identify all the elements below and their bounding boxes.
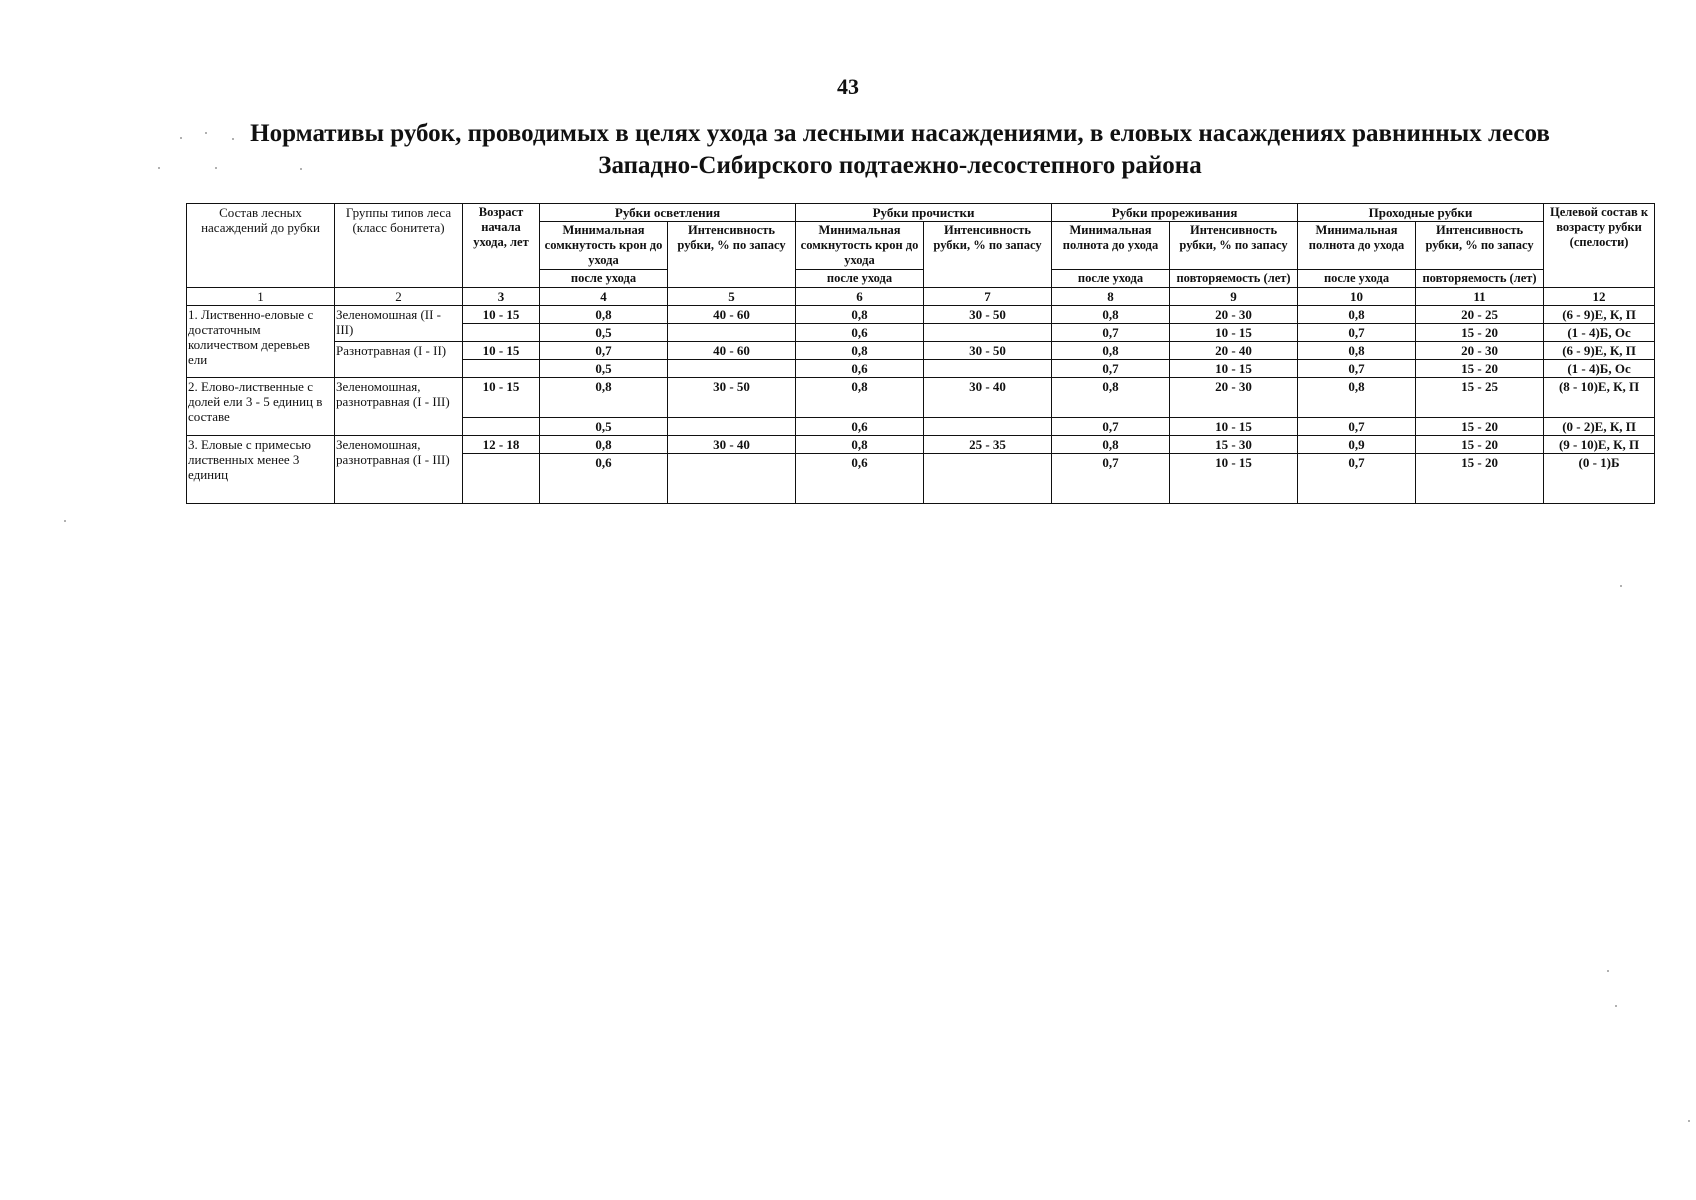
- value-cell: 30 - 50: [924, 306, 1052, 324]
- value-cell: 0,5: [540, 360, 668, 378]
- empty-cell: [924, 418, 1052, 436]
- header-min-canopy-osvetl: Минимальная сомкнутость крон до ухода: [540, 222, 668, 270]
- value-cell: 0,6: [540, 454, 668, 504]
- value-cell: 15 - 20: [1416, 418, 1544, 436]
- header-min-density-prorezh: Минимальная полнота до ухода: [1052, 222, 1170, 270]
- value-cell: 0,7: [1052, 360, 1170, 378]
- header-intensity-osvetl: Интенсивность рубки, % по запасу: [668, 222, 796, 288]
- value-cell: 0,8: [796, 342, 924, 360]
- value-cell: 15 - 25: [1416, 378, 1544, 418]
- header-group-prochistki: Рубки прочистки: [796, 204, 1052, 222]
- column-number: 5: [668, 288, 796, 306]
- value-cell: 15 - 20: [1416, 360, 1544, 378]
- empty-cell: [668, 418, 796, 436]
- value-cell: 20 - 30: [1170, 378, 1298, 418]
- value-cell: 0,7: [1052, 418, 1170, 436]
- table-row: [187, 436, 1655, 454]
- value-cell: 0,8: [1052, 342, 1170, 360]
- document-title: Нормативы рубок, проводимых в целях ухода за лесными насаждениями, в еловых насаждениях равнинных лесов Западно-Сибирского подтаежно-лесостепного района: [250, 120, 1550, 179]
- value-cell: 10 - 15: [1170, 360, 1298, 378]
- value-cell: 0,7: [1298, 324, 1416, 342]
- value-cell: 0,8: [796, 436, 924, 454]
- column-number: 8: [1052, 288, 1170, 306]
- value-cell: 0,8: [540, 306, 668, 324]
- value-cell: 10 - 15: [1170, 418, 1298, 436]
- value-cell: 0,8: [1052, 306, 1170, 324]
- header-group-prokhodnye: Проходные рубки: [1298, 204, 1544, 222]
- value-cell: 0,5: [540, 418, 668, 436]
- header-start-age: Возраст начала ухода, лет: [463, 204, 540, 288]
- empty-cell: [463, 418, 540, 436]
- empty-cell: [463, 324, 540, 342]
- value-cell: 30 - 50: [668, 378, 796, 418]
- value-cell: 0,7: [1052, 454, 1170, 504]
- empty-cell: [924, 454, 1052, 504]
- target-composition-cell: (9 - 10)Е, К, П: [1544, 436, 1655, 454]
- value-cell: 20 - 30: [1170, 306, 1298, 324]
- table-row: [187, 342, 1655, 360]
- value-cell: 20 - 40: [1170, 342, 1298, 360]
- start-age-cell: 12 - 18: [463, 436, 540, 454]
- value-cell: 0,7: [540, 342, 668, 360]
- value-cell: 0,5: [540, 324, 668, 342]
- empty-cell: [463, 360, 540, 378]
- start-age-cell: 10 - 15: [463, 378, 540, 418]
- value-cell: 0,8: [796, 306, 924, 324]
- value-cell: 40 - 60: [668, 342, 796, 360]
- value-cell: 0,8: [796, 378, 924, 418]
- target-composition-cell: (6 - 9)Е, К, П: [1544, 342, 1655, 360]
- target-composition-cell: (1 - 4)Б, Ос: [1544, 324, 1655, 342]
- empty-cell: [668, 360, 796, 378]
- start-age-cell: 10 - 15: [463, 342, 540, 360]
- page-number: 43: [837, 74, 859, 99]
- forest-type-cell: Зеленомошная, разнотравная (I - III): [335, 378, 463, 436]
- value-cell: 0,9: [1298, 436, 1416, 454]
- column-number: 2: [335, 288, 463, 306]
- header-intensity-prorezh: Интенсивность рубки, % по запасу: [1170, 222, 1298, 270]
- header-row-1: [187, 204, 1655, 222]
- value-cell: 30 - 50: [924, 342, 1052, 360]
- value-cell: 0,7: [1052, 324, 1170, 342]
- value-cell: 0,7: [1298, 454, 1416, 504]
- value-cell: 30 - 40: [668, 436, 796, 454]
- value-cell: 0,8: [540, 378, 668, 418]
- column-number: 7: [924, 288, 1052, 306]
- value-cell: 0,8: [1052, 436, 1170, 454]
- header-forest-type: Группы типов леса (класс бонитета): [335, 204, 463, 288]
- column-number: 12: [1544, 288, 1655, 306]
- value-cell: 0,8: [1298, 342, 1416, 360]
- forest-type-cell: Зеленомошная, разнотравная (I - III): [335, 436, 463, 504]
- target-composition-cell: (0 - 2)Е, К, П: [1544, 418, 1655, 436]
- header-target-composition: Целевой состав к возрасту рубки (спелости): [1544, 204, 1655, 288]
- empty-cell: [463, 454, 540, 504]
- value-cell: 10 - 15: [1170, 324, 1298, 342]
- value-cell: 0,6: [796, 360, 924, 378]
- value-cell: 0,6: [796, 324, 924, 342]
- column-number: 1: [187, 288, 335, 306]
- value-cell: 0,8: [1052, 378, 1170, 418]
- value-cell: 10 - 15: [1170, 454, 1298, 504]
- header-min-canopy-prochist: Минимальная сомкнутость крон до ухода: [796, 222, 924, 270]
- table-row: [187, 306, 1655, 324]
- empty-cell: [668, 454, 796, 504]
- value-cell: 0,6: [796, 418, 924, 436]
- value-cell: 30 - 40: [924, 378, 1052, 418]
- header-repeat-prokhod: повторяемость (лет): [1416, 270, 1544, 288]
- value-cell: 0,7: [1298, 418, 1416, 436]
- composition-cell: 2. Елово-лиственные с долей ели 3 - 5 единиц в составе: [187, 378, 335, 436]
- header-group-prorezhivaniya: Рубки прореживания: [1052, 204, 1298, 222]
- header-after-care-osvetl: после ухода: [540, 270, 668, 288]
- composition-cell: 3. Еловые с примесью лиственных менее 3 единиц: [187, 436, 335, 504]
- value-cell: 40 - 60: [668, 306, 796, 324]
- column-number: 10: [1298, 288, 1416, 306]
- header-composition: Состав лесных насаждений до рубки: [187, 204, 335, 288]
- column-number: 4: [540, 288, 668, 306]
- target-composition-cell: (1 - 4)Б, Ос: [1544, 360, 1655, 378]
- header-intensity-prochist: Интенсивность рубки, % по запасу: [924, 222, 1052, 288]
- empty-cell: [668, 324, 796, 342]
- column-number-row: [187, 288, 1655, 306]
- forest-type-cell: Зеленомошная (II - III): [335, 306, 463, 342]
- column-number: 9: [1170, 288, 1298, 306]
- value-cell: 25 - 35: [924, 436, 1052, 454]
- value-cell: 15 - 20: [1416, 436, 1544, 454]
- value-cell: 0,8: [540, 436, 668, 454]
- empty-cell: [924, 324, 1052, 342]
- empty-cell: [924, 360, 1052, 378]
- value-cell: 0,7: [1298, 360, 1416, 378]
- composition-cell: 1. Лиственно-еловые с достаточным количеством деревьев ели: [187, 306, 335, 378]
- header-after-care-prochist: после ухода: [796, 270, 924, 288]
- header-group-osvetleniya: Рубки осветления: [540, 204, 796, 222]
- forest-type-cell: Разнотравная (I - II): [335, 342, 463, 378]
- value-cell: 15 - 20: [1416, 324, 1544, 342]
- column-number: 3: [463, 288, 540, 306]
- header-intensity-prokhod: Интенсивность рубки, % по запасу: [1416, 222, 1544, 270]
- column-number: 6: [796, 288, 924, 306]
- value-cell: 0,8: [1298, 306, 1416, 324]
- start-age-cell: 10 - 15: [463, 306, 540, 324]
- value-cell: 20 - 25: [1416, 306, 1544, 324]
- value-cell: 15 - 30: [1170, 436, 1298, 454]
- header-min-density-prokhod: Минимальная полнота до ухода: [1298, 222, 1416, 270]
- value-cell: 0,6: [796, 454, 924, 504]
- value-cell: 15 - 20: [1416, 454, 1544, 504]
- value-cell: 0,8: [1298, 378, 1416, 418]
- norms-table: [186, 203, 1655, 504]
- header-repeat-prorezh: повторяемость (лет): [1170, 270, 1298, 288]
- target-composition-cell: (8 - 10)Е, К, П: [1544, 378, 1655, 418]
- header-after-care-prokhod: после ухода: [1298, 270, 1416, 288]
- header-after-care-prorezh: после ухода: [1052, 270, 1170, 288]
- target-composition-cell: (0 - 1)Б: [1544, 454, 1655, 504]
- value-cell: 20 - 30: [1416, 342, 1544, 360]
- column-number: 11: [1416, 288, 1544, 306]
- target-composition-cell: (6 - 9)Е, К, П: [1544, 306, 1655, 324]
- table-row: [187, 378, 1655, 418]
